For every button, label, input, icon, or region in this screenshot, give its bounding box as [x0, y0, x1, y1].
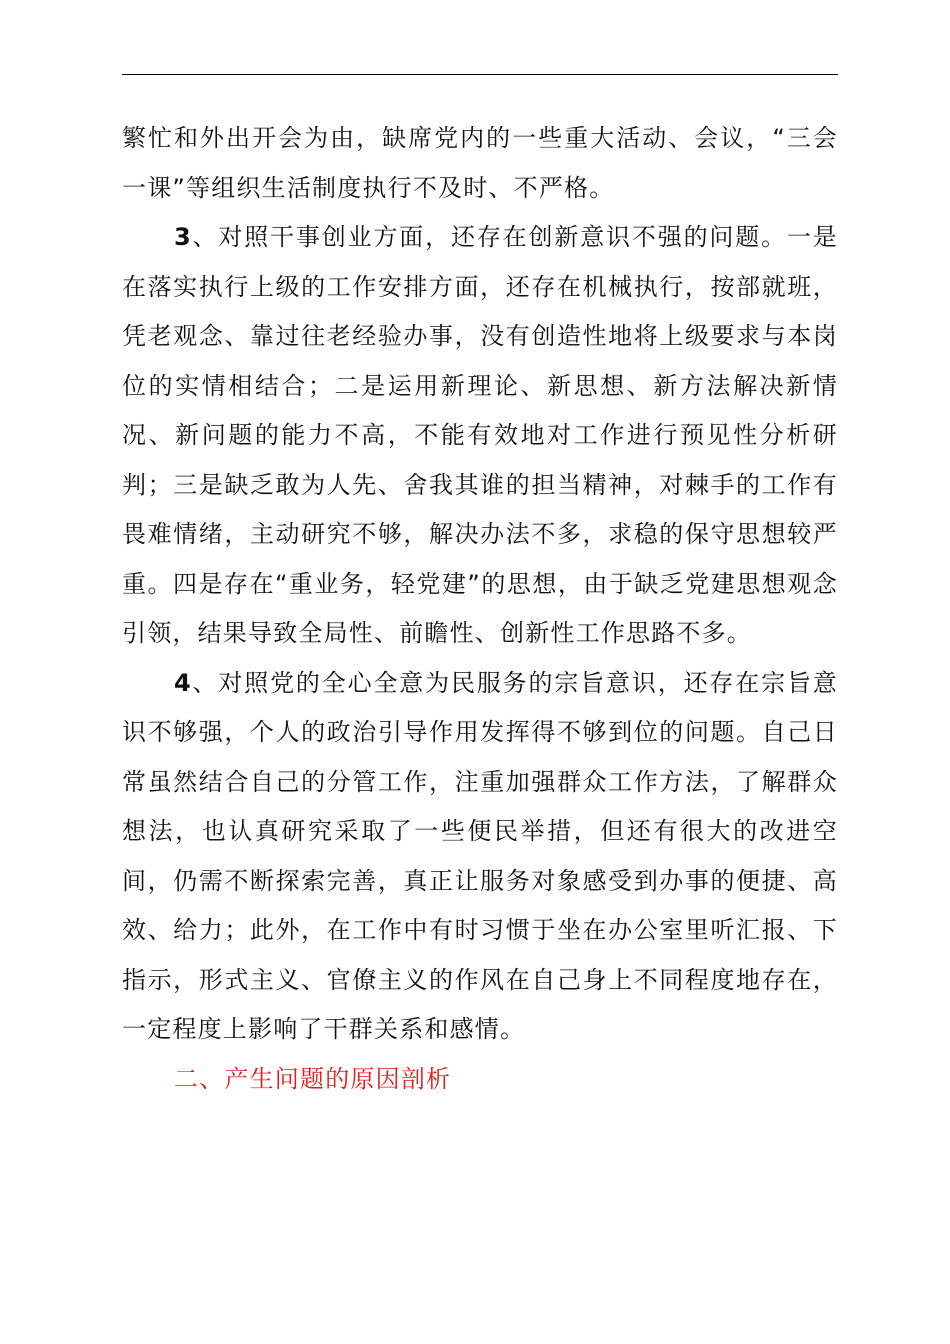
item-3-text: 、对照干事创业方面，还存在创新意识不强的问题。一是在落实执行上级的工作安排方面，还存在机械执行，按部就班，凭老观念、靠过往老经验办事，没有创造性地将上级要求与本岗位的实情相结合；二是运用新理论、新思想、新方法解决新情况、新问题的能力不高，不能有效地对工作进行预见性分析研判；三是缺乏敢为人先、舍我其谁的担当精神，对棘手的工作有畏难情绪，主动研究不够，解决办法不多，求稳的保守思想较严重。四是存在“重业务，轻党建”的思想，由于缺乏党建思想观念引领，结果导致全局性、前瞻性、创新性工作思路不多。 [122, 223, 838, 647]
item-4-text: 、对照党的全心全意为民服务的宗旨意识，还存在宗旨意识不够强，个人的政治引导作用发挥得不够到位的问题。自己日常虽然结合自己的分管工作，注重加强群众工作方法，了解群众想法，也认真研究采取了一些便民举措，但还有很大的改进空间，仍需不断探索完善，真正让服务对象感受到办事的便捷、高效、给力；此外，在工作中有时习惯于坐在办公室里听汇报、下指示，形式主义、官僚主义的作风在自己身上不同程度地存在，一定程度上影响了干群关系和感情。 [122, 668, 838, 1043]
paragraph-item-3 [122, 213, 838, 659]
document-body [122, 114, 838, 1104]
header-rule [122, 74, 838, 75]
item-4-number: 4 [174, 668, 192, 697]
item-3-number: 3 [174, 223, 192, 251]
paragraph-continuation: 繁忙和外出开会为由，缺席党内的一些重大活动、会议，“三会一课”等组织生活制度执行不及时、不严格。 [122, 124, 838, 202]
section-heading: 二、产生问题的原因剖析 [174, 1064, 452, 1093]
paragraph-item-4 [122, 659, 838, 1055]
